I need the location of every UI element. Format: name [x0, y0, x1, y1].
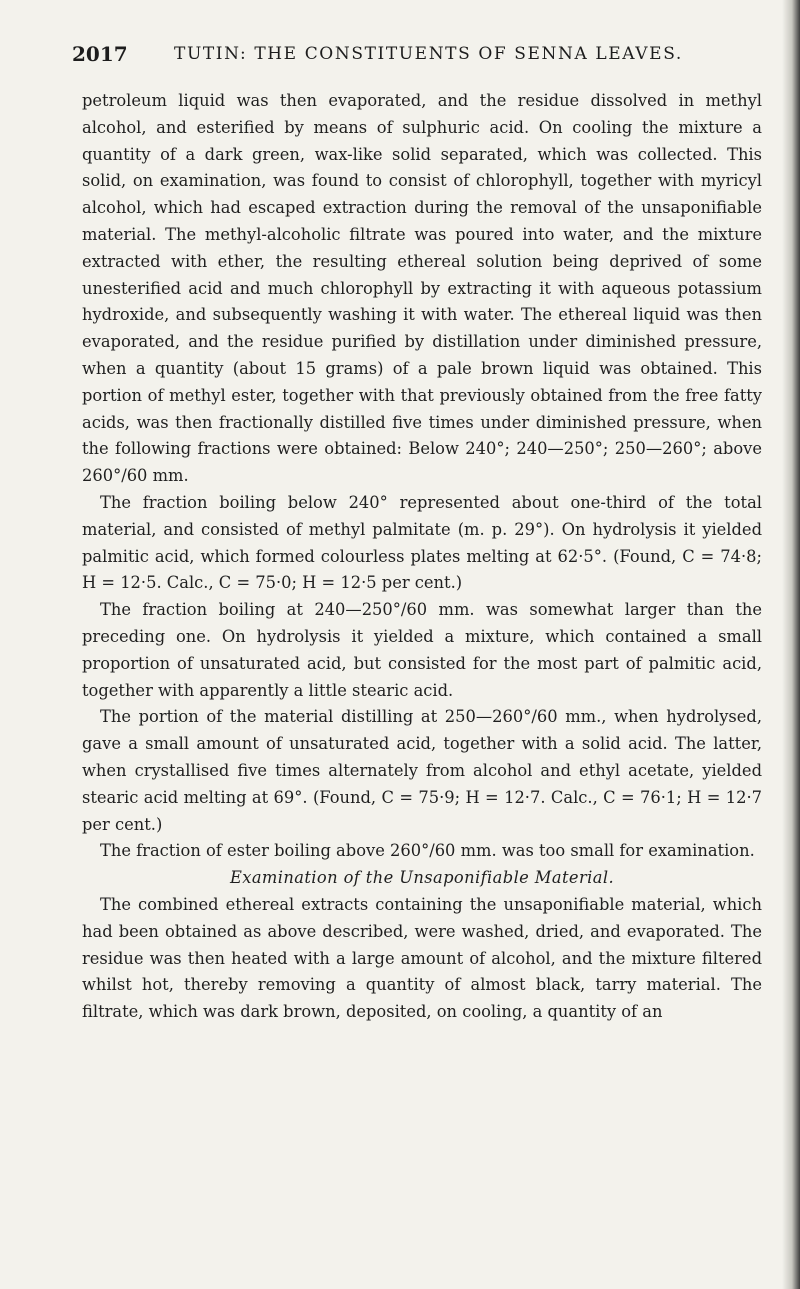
paragraph-unsaponifiable: The combined ethereal extracts containing the unsaponifiable material, which had been obtained as above described, were washed, dried, and evaporated. The residue was then heated with a large amount of alcohol, and the mixture filtered whilst hot, thereby removing a quantity of almost black, tarry material. The filtrate, which was dark brown, deposited, on cooling, a quantity of an — [82, 894, 762, 1022]
paragraph-continued: petroleum liquid was then evaporated, and the residue dissolved in methyl alcohol, and esterified by means of sulphuric acid. On cooling the mixture a quantity of a dark green, wax-like solid separated, which was collected. This solid, on examination, was found to consist of chlorophyll, together with myricyl alcohol, which had escaped extraction during the removal of the unsaponifiable material. The methyl-alcoholic filtrate was poured into water, and the mixture extracted with ether, the resulting ethereal solution being deprived of some unesterified acid and much chlorophyll by extracting it with aqueous potassium hydroxide, and subsequently washing it with water. The ethereal liquid was then evaporated, and the residue purified by distillation under diminished pressure, when a quantity (about 15 grams) of a pale brown liquid was obtained. This portion of methyl ester, together with that previously obtained from the free fatty acids, was then fractionally distilled five times under diminished pressure, when the following fractions were obtained: Below 240°; 240—250°; 250—260°; above 260°/60 mm. — [82, 91, 762, 486]
body-text — [82, 88, 762, 1026]
paragraph-fraction-above-260: The fraction of ester boiling above 260°/60 mm. was too small for examination. — [100, 841, 755, 861]
running-title: TUTIN: THE CONSTITUENTS OF SENNA LEAVES. — [174, 44, 683, 64]
page-header — [72, 42, 770, 72]
paragraph-fraction-240-250: The fraction boiling at 240—250°/60 mm. was somewhat larger than the preceding one. On hydrolysis it yielded a mixture, which contained a small proportion of unsaturated acid, but consisted for the most part of palmitic acid, together with apparently a little stearic acid. — [82, 600, 762, 700]
paragraph-portion-250-260: The portion of the material distilling at 250—260°/60 mm., when hydrolysed, gave a small amount of unsaturated acid, together with a solid acid. The latter, when crystallised five times alternately from alcohol and ethyl acetate, yielded stearic acid melting at 69°. (Found, C = 75·9; H = 12·7. Calc., C = 76·1; H = 12·7 per cent.) — [82, 707, 762, 834]
page-edge-shadow — [782, 0, 800, 1289]
page-number: 2017 — [72, 42, 128, 66]
section-heading: Examination of the Unsaponifiable Material. — [229, 868, 615, 888]
paragraph-fraction-below-240: The fraction boiling below 240° represented about one-third of the total material, and consisted of methyl palmitate (m. p. 29°). On hydrolysis it yielded palmitic acid, which formed colourless plates melting at 62·5°. (Found, C = 74·8; H = 12·5. Calc., C = 75·0; H = 12·5 per cent.) — [82, 492, 762, 593]
